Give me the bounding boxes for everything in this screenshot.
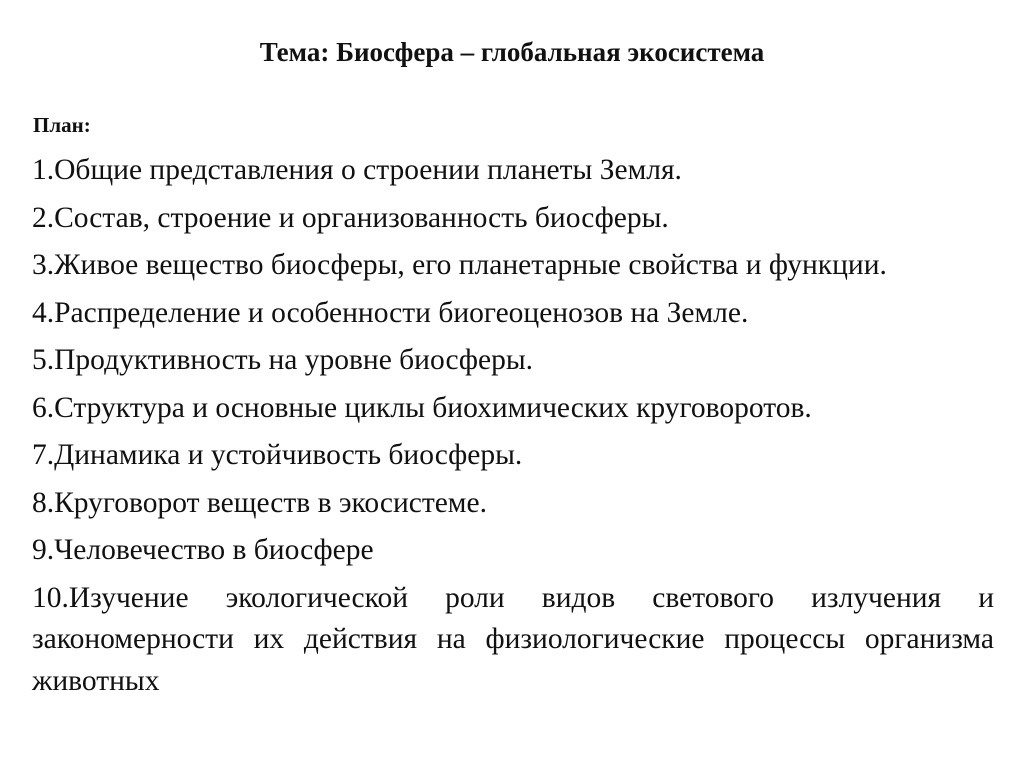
plan-item-7: 7.Динамика и устойчивость биосферы. [32, 439, 523, 471]
plan-item-4: 4.Распределение и особенности биогеоценозов на Земле. [32, 296, 749, 329]
slide-title: Тема: Биосфера – глобальная экосистема [259, 37, 765, 67]
plan-label: План: [33, 113, 91, 137]
plan-item-3: 3.Живое вещество биосферы, его планетарные свойства и функции. [32, 249, 887, 281]
plan-item-10: 10.Изучение экологической роли видов светового излучения и закономерности их действия на физиологические процессы организма животных [32, 581, 994, 697]
plan-item-2: 2.Состав, строение и организованность биосферы. [32, 201, 669, 234]
plan-item-1: 1.Общие представления о строении планеты Земля. [32, 154, 682, 186]
plan-item-8: 8.Круговорот веществ в экосистеме. [32, 486, 487, 519]
plan-item-6: 6.Структура и основные циклы биохимических круговоротов. [32, 391, 812, 424]
plan-item-5: 5.Продуктивность на уровне биосферы. [32, 344, 534, 376]
plan-item-9: 9.Человечество в биосфере [32, 534, 374, 566]
plan-list [32, 150, 994, 708]
